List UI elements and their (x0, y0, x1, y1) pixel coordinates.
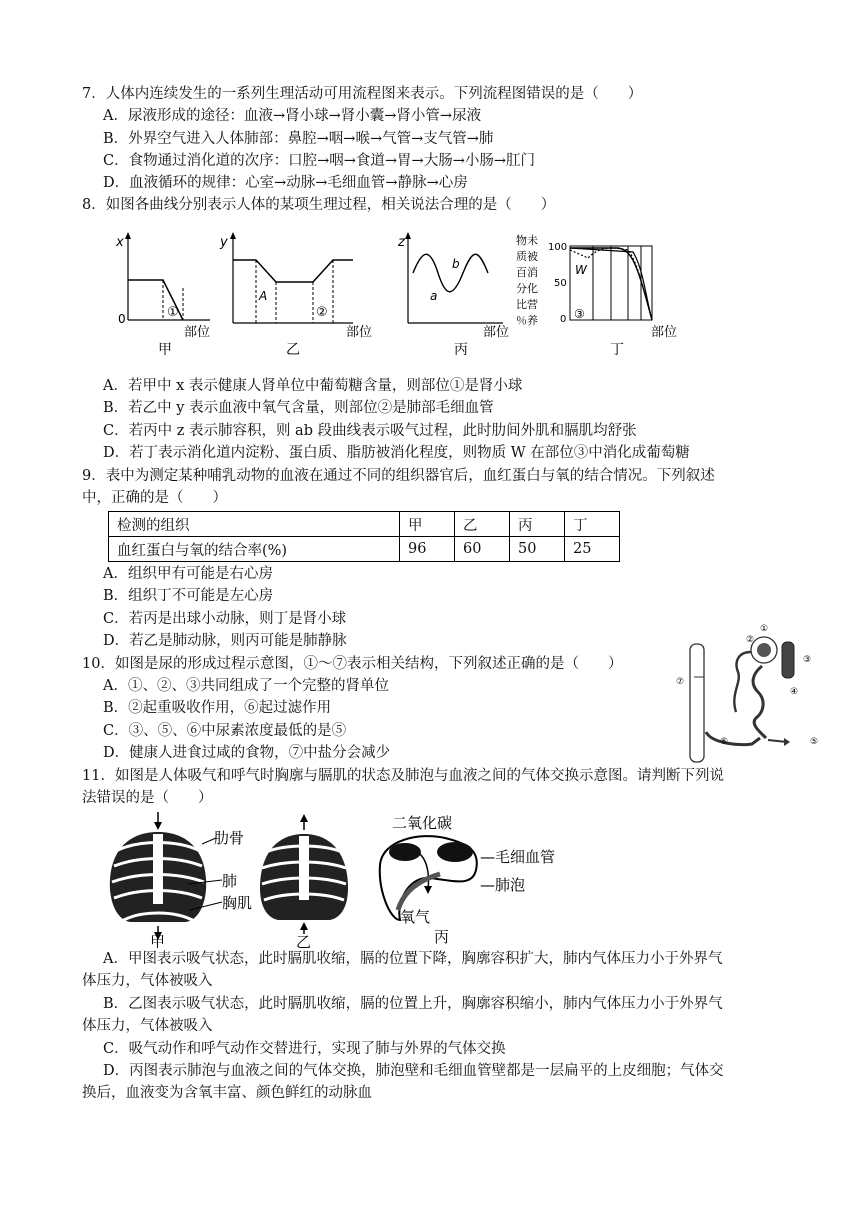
q10-stem: 10．如图是尿的形成过程示意图，①～⑦表示相关结构，下列叙述正确的是（ ） (82, 656, 623, 672)
svg-text:质被: 质被 (516, 250, 538, 263)
co2-label: 二氧化碳 (392, 814, 453, 832)
caption-yi: 乙 (286, 342, 300, 358)
q9-option-b: B．组织丁不可能是左心房 (103, 588, 274, 604)
svg-text:y: y (220, 235, 228, 250)
q9-option-a: A．组织甲有可能是右心房 (103, 566, 273, 582)
caption-bing: 丙 (454, 342, 468, 358)
graph-yi (219, 232, 372, 358)
table-cell: 检测的组织 (109, 512, 400, 537)
q8-option-b: B．若乙中 y 表示血液中氧气含量，则部位②是肺部毛细血管 (103, 400, 494, 416)
graph-bing (397, 232, 509, 358)
svg-text:百消: 百消 (516, 266, 538, 279)
alveolus-bing (380, 814, 555, 946)
q8-figure (108, 228, 708, 363)
q10-option-b: B．②起重吸收作用，⑥起过滤作用 (103, 700, 332, 716)
q9-stem-line2: 中，正确的是（ ） (82, 490, 227, 506)
table-cell: 25 (565, 537, 620, 562)
q9-option-d: D．若乙是肺动脉，则丙可能是肺静脉 (103, 633, 347, 649)
capillary-label: —毛细血管 (480, 848, 556, 866)
q10-option-a: A．①、②、③共同组成了一个完整的肾单位 (103, 678, 389, 694)
svg-text:①: ① (760, 624, 769, 634)
q11-option-b-line2: 体压力，气体被吸入 (82, 1018, 213, 1034)
ribcage-jia (110, 812, 206, 948)
q7-option-c: C．食物通过消化道的次序：口腔→咽→食道→胃→大肠→小肠→肛门 (103, 153, 535, 169)
svg-text:⑦: ⑦ (676, 677, 685, 687)
svg-text:％养: ％养 (516, 314, 538, 327)
q10-option-d: D．健康人进食过咸的食物，⑦中盐分会减少 (103, 745, 391, 761)
q11-figure (100, 810, 590, 948)
q11-stem-line2: 法错误的是（ ） (82, 790, 213, 806)
caption-yi: 乙 (296, 933, 312, 948)
q7-option-d: D．血液循环的规律：心室→动脉→毛细血管→静脉→心房 (103, 175, 468, 191)
svg-text:⑤: ⑤ (810, 737, 819, 747)
svg-text:⑥: ⑥ (720, 737, 729, 747)
table-cell: 甲 (400, 512, 455, 537)
svg-text:0: 0 (118, 312, 126, 326)
svg-text:物未: 物未 (516, 234, 538, 247)
q8-option-a: A．若甲中 x 表示健康人肾单位中葡萄糖含量，则部位①是肾小球 (103, 378, 523, 394)
svg-text:50: 50 (554, 278, 567, 289)
table-row (109, 512, 620, 537)
nephron-figure (672, 622, 828, 770)
q8-stem: 8．如图各曲线分别表示人体的某项生理过程，相关说法合理的是（ ） (82, 197, 556, 213)
mark-3: ③ (574, 307, 585, 321)
table-cell: 96 (400, 537, 455, 562)
rib-label: 肋骨 (214, 829, 245, 847)
q7-option-b: B．外界空气进入人体肺部：鼻腔→咽→喉→气管→支气管→肺 (103, 131, 494, 147)
alveolus-label: —肺泡 (480, 876, 526, 894)
svg-text:比营: 比营 (516, 298, 538, 311)
q11-option-d-line2: 换后，血液变为含氧丰富、颜色鲜红的动脉血 (82, 1085, 372, 1101)
graph-jia (115, 232, 210, 358)
q10-option-c: C．③、⑤、⑥中尿素浓度最低的是⑤ (103, 723, 347, 739)
svg-text:部位: 部位 (483, 325, 510, 340)
svg-text:③: ③ (803, 655, 812, 665)
table-cell: 50 (510, 537, 565, 562)
caption-bing: 丙 (434, 928, 450, 946)
table-cell: 乙 (455, 512, 510, 537)
lung-label: 肺 (222, 872, 238, 890)
svg-text:②: ② (746, 635, 755, 645)
q9-table (108, 511, 620, 562)
q9-stem-line1: 9．表中为测定某种哺乳动物的血液在通过不同的组织器官后，血红蛋白与氧的结合情况。下列叙述 (82, 468, 715, 484)
svg-text:A: A (259, 289, 268, 303)
q8-option-d: D．若丁表示消化道内淀粉、蛋白质、脂肪被消化程度，则物质 W 在部位③中消化成葡萄糖 (103, 445, 690, 461)
q11-option-a-line1: A．甲图表示吸气状态，此时膈肌收缩，膈的位置下降，胸廓容积扩大，肺内气体压力小于外界气 (103, 951, 723, 967)
q11-option-d-line1: D．丙图表示肺泡与血液之间的气体交换，肺泡壁和毛细血管壁都是一层扁平的上皮细胞；气体交 (103, 1063, 724, 1079)
svg-text:④: ④ (790, 687, 799, 697)
table-cell: 60 (455, 537, 510, 562)
q11-option-a-line2: 体压力，气体被吸入 (82, 973, 213, 989)
table-cell: 丙 (510, 512, 565, 537)
caption-ding: 丁 (610, 342, 624, 358)
table-cell: 血红蛋白与氧的结合率(%) (109, 537, 400, 562)
q11-stem-line1: 11．如图是人体吸气和呼气时胸廓与膈肌的状态及肺泡与血液之间的气体交换示意图。请判断下列说 (82, 768, 724, 784)
ribcage-yi (260, 814, 348, 948)
graph-ding (516, 233, 677, 358)
q7-stem: 7．人体内连续发生的一系列生理活动可用流程图来表示。下列流程图错误的是（ ） (82, 86, 643, 102)
svg-text:a: a (430, 289, 438, 303)
q9-option-c: C．若丙是出球小动脉，则丁是肾小球 (103, 611, 347, 627)
svg-text:分化: 分化 (516, 282, 538, 295)
svg-text:z: z (398, 235, 405, 250)
q8-option-c: C．若丙中 z 表示肺容积，则 ab 段曲线表示吸气过程，此时肋间外肌和膈肌均舒张 (103, 423, 637, 439)
q11-option-c: C．吸气动作和呼气动作交替进行，实现了肺与外界的气体交换 (103, 1041, 506, 1057)
table-row (109, 537, 620, 562)
svg-text:部位: 部位 (651, 325, 678, 340)
table-cell: 丁 (565, 512, 620, 537)
svg-text:b: b (452, 257, 460, 271)
mark-2: ② (316, 305, 328, 320)
svg-text:部位: 部位 (346, 325, 373, 340)
svg-text:W: W (575, 263, 587, 277)
axis-x-label: x (116, 235, 124, 250)
diaphragm-label: 胸肌 (222, 894, 253, 912)
caption-jia: 甲 (150, 933, 166, 948)
q7-option-a: A．尿液形成的途径：血液→肾小球→肾小囊→肾小管→尿液 (103, 108, 482, 124)
o2-label: 氧气 (400, 908, 431, 926)
svg-text:部位: 部位 (184, 325, 211, 340)
svg-text:100: 100 (548, 242, 568, 253)
svg-text:0: 0 (560, 314, 567, 325)
mark-1: ① (167, 305, 179, 320)
caption-jia: 甲 (158, 342, 172, 358)
q11-option-b-line1: B．乙图表示吸气状态，此时膈肌收缩，膈的位置上升，胸廓容积缩小，肺内气体压力小于外界气 (103, 996, 723, 1012)
